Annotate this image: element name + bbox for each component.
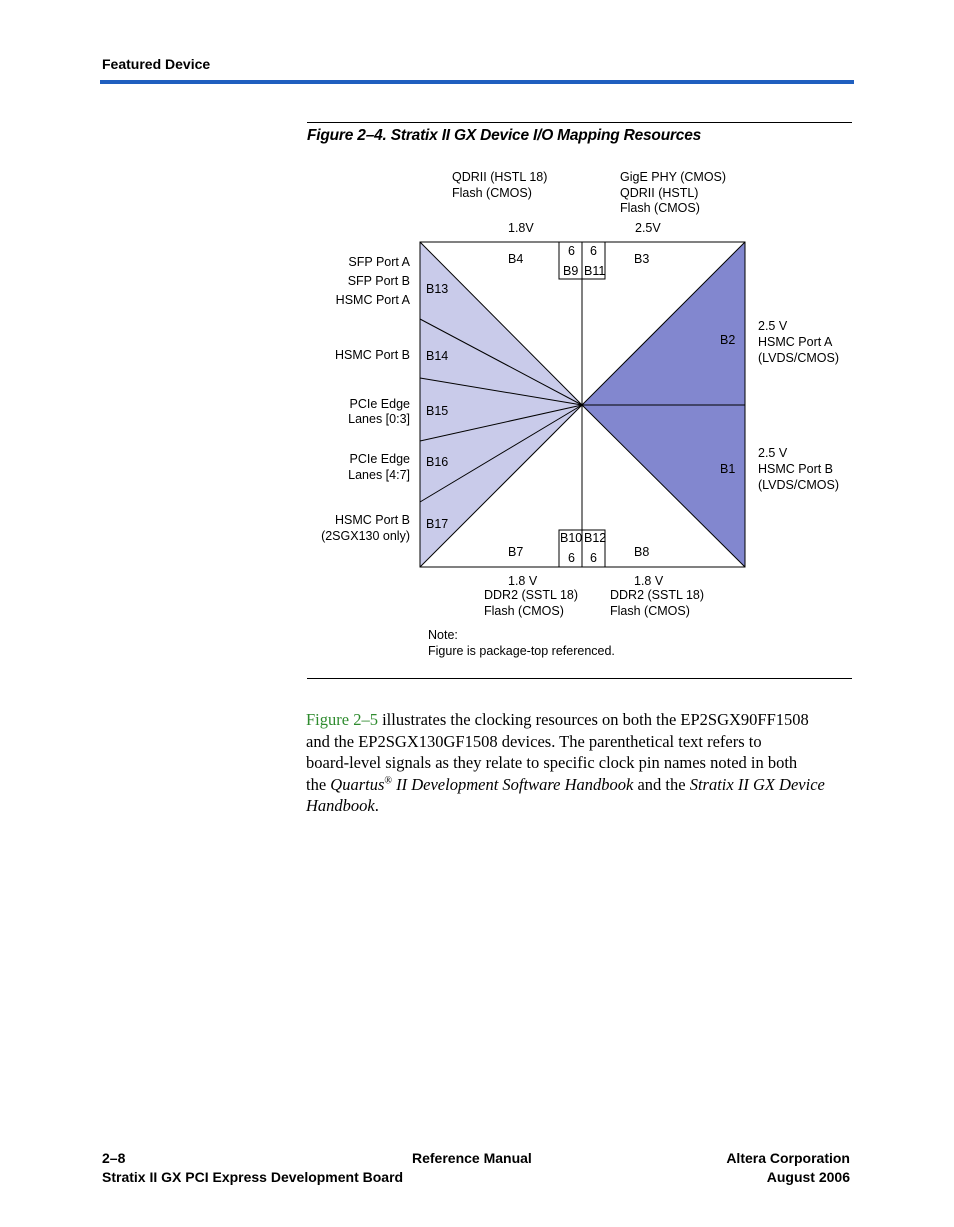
bank-label: B4 bbox=[508, 252, 524, 266]
body-text: . bbox=[374, 796, 379, 815]
left-side-label: Lanes [4:7] bbox=[348, 468, 410, 482]
left-side-label: PCIe Edge bbox=[349, 452, 410, 466]
footer-date: August 2006 bbox=[766, 1169, 850, 1185]
bank-label: B8 bbox=[634, 545, 650, 559]
bank-label: B16 bbox=[426, 455, 449, 469]
bottom-left-label: Flash (CMOS) bbox=[484, 604, 564, 618]
bank-count: 6 bbox=[568, 244, 575, 258]
top-right-voltage: 2.5V bbox=[635, 221, 661, 235]
bank-label: B3 bbox=[634, 252, 650, 266]
left-side-label: SFP Port B bbox=[347, 274, 410, 288]
bank-count: 6 bbox=[590, 244, 597, 258]
registered-mark: ® bbox=[384, 775, 392, 786]
footer-manual: Reference Manual bbox=[412, 1150, 532, 1166]
right-side-label: HSMC Port A bbox=[758, 335, 833, 349]
top-right-label: GigE PHY (CMOS) bbox=[620, 170, 727, 184]
figure-caption: Figure 2–4. Stratix II GX Device I/O Mapping Resources bbox=[307, 127, 702, 144]
figure-note: Figure is package-top referenced. bbox=[428, 644, 615, 658]
bank-count: 6 bbox=[568, 551, 575, 565]
left-side-label: PCIe Edge bbox=[349, 397, 410, 411]
top-left-label: Flash (CMOS) bbox=[452, 186, 532, 200]
bank-label: B17 bbox=[426, 517, 449, 531]
footer-board: Stratix II GX PCI Express Development Board bbox=[102, 1169, 404, 1185]
bank-label: B15 bbox=[426, 404, 449, 418]
body-text: board-level signals as they relate to specific clock pin names noted in both bbox=[306, 753, 798, 772]
body-italic: II Development Software Handbook bbox=[392, 774, 634, 794]
top-left-voltage: 1.8V bbox=[508, 221, 534, 235]
right-side-label: (LVDS/CMOS) bbox=[758, 351, 840, 365]
bank-label: B10 bbox=[560, 531, 583, 545]
bank-label: B7 bbox=[508, 545, 524, 559]
footer-company: Altera Corporation bbox=[726, 1150, 850, 1166]
figure-bottom-rule bbox=[307, 678, 852, 679]
figure-note: Note: bbox=[428, 628, 458, 642]
top-left-label: QDRII (HSTL 18) bbox=[452, 170, 548, 184]
body-text: and the EP2SGX130GF1508 devices. The parenthetical text refers to bbox=[306, 731, 762, 751]
bank-count: 6 bbox=[590, 551, 597, 565]
bank-label: B13 bbox=[426, 282, 449, 296]
top-right-label: Flash (CMOS) bbox=[620, 201, 700, 215]
bottom-right-label: Flash (CMOS) bbox=[610, 604, 690, 618]
left-side-label: HSMC Port A bbox=[335, 293, 410, 307]
body-italic: Quartus bbox=[330, 774, 385, 794]
right-side-label: HSMC Port B bbox=[758, 462, 834, 476]
bank-label: B11 bbox=[584, 264, 606, 278]
bank-label: B2 bbox=[720, 333, 736, 347]
bank-label: B1 bbox=[720, 462, 736, 476]
left-side-label: Lanes [0:3] bbox=[348, 412, 410, 426]
bank-label: B9 bbox=[563, 264, 579, 278]
body-text: and the bbox=[633, 774, 690, 794]
left-side-label: SFP Port A bbox=[348, 255, 410, 269]
right-side-label: 2.5 V bbox=[758, 446, 788, 460]
right-side-label: (LVDS/CMOS) bbox=[758, 478, 840, 492]
body-text: illustrates the clocking resources on both the EP2SGX90FF1508 bbox=[377, 710, 809, 729]
footer-page-number: 2–8 bbox=[102, 1150, 126, 1166]
running-header-title: Featured Device bbox=[102, 56, 211, 72]
right-side-label: 2.5 V bbox=[758, 319, 788, 333]
bottom-left-label: DDR2 (SSTL 18) bbox=[484, 588, 579, 602]
body-text: the bbox=[306, 774, 331, 794]
bank-label: B14 bbox=[426, 349, 449, 363]
bottom-right-label: DDR2 (SSTL 18) bbox=[610, 588, 705, 602]
left-side-label: HSMC Port B bbox=[334, 513, 410, 527]
body-italic: Handbook bbox=[306, 796, 375, 815]
figure-link[interactable]: Figure 2–5 bbox=[306, 710, 378, 729]
top-right-label: QDRII (HSTL) bbox=[620, 186, 699, 200]
left-side-label: (2SGX130 only) bbox=[321, 529, 410, 543]
bottom-left-voltage: 1.8 V bbox=[508, 574, 538, 588]
bank-label: B12 bbox=[584, 531, 607, 545]
bottom-right-voltage: 1.8 V bbox=[634, 574, 664, 588]
body-paragraph bbox=[306, 709, 854, 817]
left-side-label: HSMC Port B bbox=[334, 348, 410, 362]
body-italic: Stratix II GX Device bbox=[689, 774, 825, 794]
